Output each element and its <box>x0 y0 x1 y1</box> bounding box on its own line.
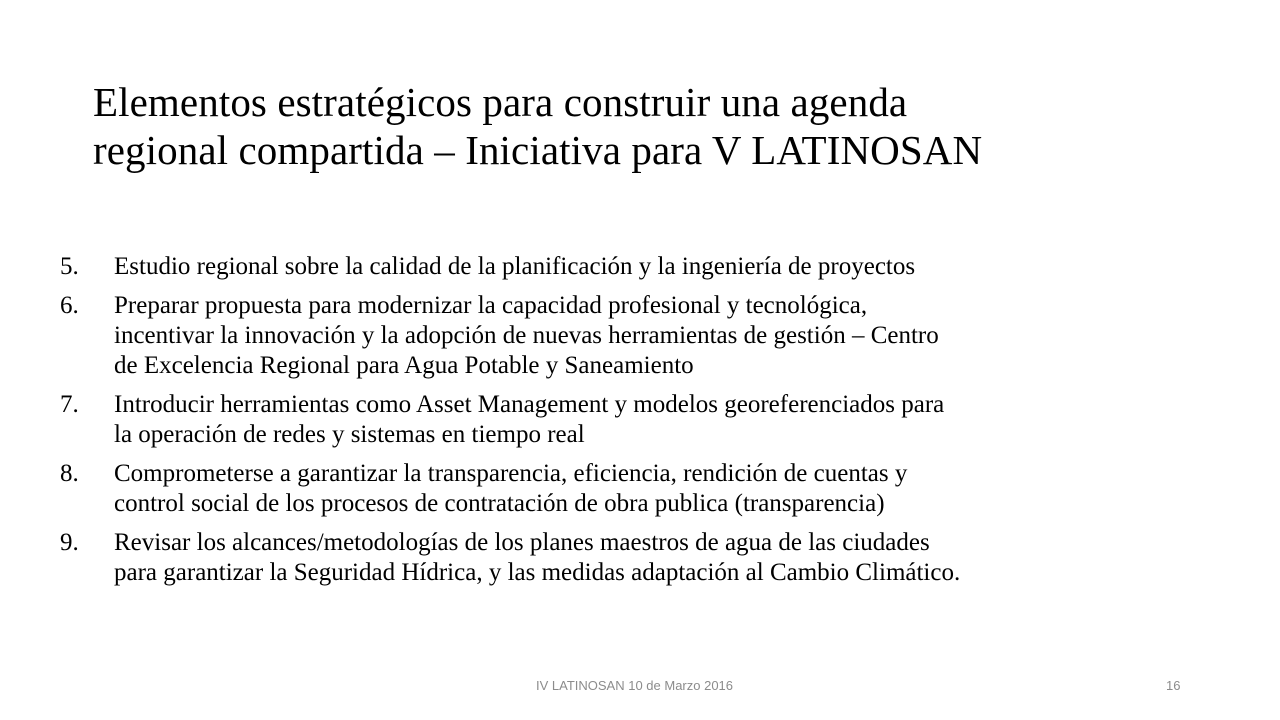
list-item-text-line: Introducir herramientas como Asset Management y modelos georeferenciados para <box>114 391 945 418</box>
footer-text: IV LATINOSAN 10 de Marzo 2016 <box>536 678 734 693</box>
list-item-text-line: la operación de redes y sistemas en tiempo real <box>114 421 585 448</box>
list-item-number: 5. <box>60 253 79 280</box>
list-item <box>60 291 1230 381</box>
numbered-list <box>60 252 1230 597</box>
list-item-text-line: Comprometerse a garantizar la transparencia, eficiencia, rendición de cuentas y <box>114 460 908 487</box>
list-item-text-line: Revisar los alcances/metodologías de los planes maestros de agua de las ciudades <box>114 529 930 556</box>
slide-title-line-2: regional compartida – Iniciativa para V LATINOSAN <box>93 127 983 173</box>
list-item-text-line: control social de los procesos de contratación de obra publica (transparencia) <box>114 490 885 517</box>
page-number: 16 <box>1166 678 1181 693</box>
list-item-text-line: incentivar la innovación y la adopción de nuevas herramientas de gestión – Centro <box>114 322 939 349</box>
slide-title <box>93 78 1213 174</box>
list-item <box>60 459 1230 519</box>
list-item <box>60 528 1230 588</box>
list-item-text-line: de Excelencia Regional para Agua Potable y Saneamiento <box>114 352 694 379</box>
list-item-number: 9. <box>60 529 79 556</box>
list-item <box>60 390 1230 450</box>
slide-footer <box>0 678 1280 698</box>
list-item-text-line: Estudio regional sobre la calidad de la planificación y la ingeniería de proyectos <box>114 253 916 280</box>
list-item-number: 6. <box>60 292 79 319</box>
slide-title-line-1: Elementos estratégicos para construir una agenda <box>93 79 908 125</box>
list-item-number: 7. <box>60 391 79 418</box>
list-item-text-line: Preparar propuesta para modernizar la capacidad profesional y tecnológica, <box>114 292 868 319</box>
list-item-text-line: para garantizar la Seguridad Hídrica, y las medidas adaptación al Cambio Climático. <box>114 559 961 586</box>
list-item-number: 8. <box>60 460 79 487</box>
list-item <box>60 252 1230 282</box>
